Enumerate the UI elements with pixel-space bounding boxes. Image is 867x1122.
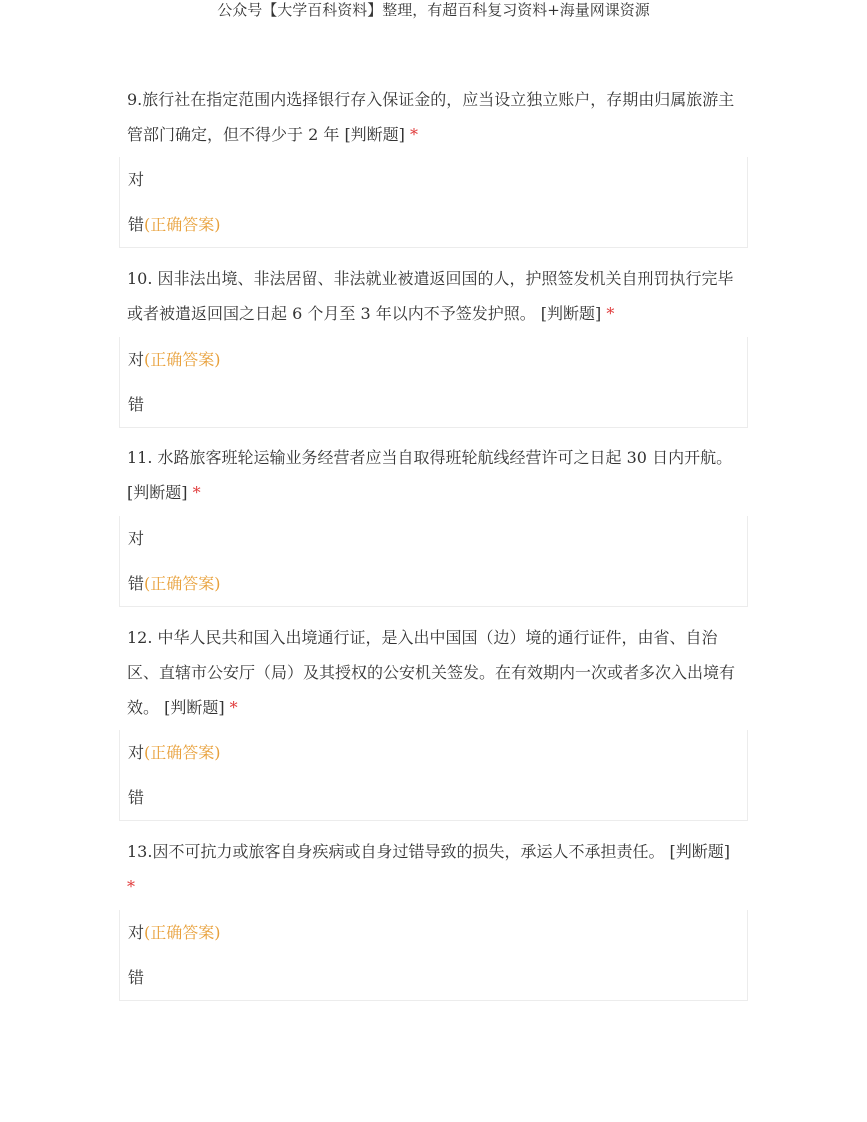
question-text: 9.旅行社在指定范围内选择银行存入保证金的，应当设立独立账户，存期由归属旅游主管部门确定，但不得少于 2 年 [判断题] [127,90,735,144]
question-text: 10. 因非法出境、非法居留、非法就业被遣返回国的人，护照签发机关自刑罚执行完毕或者被遣返回国之日起 6 个月至 3 年以内不予签发护照。 [判断题] [127,269,734,323]
options-10 [119,337,748,428]
correct-answer-tag: (正确答案) [144,574,221,593]
question-11 [127,440,742,510]
option-true[interactable]: 对(正确答案) [128,743,221,762]
correct-answer-tag: (正确答案) [144,215,221,234]
required-mark: * [410,125,419,144]
option-true[interactable]: 对 [128,170,145,189]
question-9 [127,82,742,152]
correct-answer-tag: (正确答案) [144,923,221,942]
required-mark: * [229,698,238,717]
option-true[interactable]: 对(正确答案) [128,923,221,942]
options-13 [119,910,748,1001]
options-11 [119,516,748,607]
option-false[interactable]: 错 [128,788,145,807]
options-9 [119,157,748,248]
option-true[interactable]: 对 [128,529,145,548]
option-false[interactable]: 错(正确答案) [128,574,221,593]
question-text: 11. 水路旅客班轮运输业务经营者应当自取得班轮航线经营许可之日起 30 日内开航。 [判断题] [127,448,733,502]
question-12 [127,620,742,725]
option-false[interactable]: 错 [128,395,145,414]
page-header: 公众号【大学百科资料】整理，有超百科复习资料+海量网课资源 [217,1,650,19]
options-12 [119,730,748,821]
required-mark: * [127,877,135,896]
question-13 [127,834,742,904]
required-mark: * [192,483,201,502]
correct-answer-tag: (正确答案) [144,743,221,762]
option-false[interactable]: 错 [128,968,145,987]
question-text: 12. 中华人民共和国入出境通行证，是入出中国国（边）境的通行证件，由省、自治区、直辖市公安厅（局）及其授权的公安机关签发。在有效期内一次或者多次入出境有效。 [判断题] [127,628,736,717]
required-mark: * [606,304,615,323]
question-text: 13.因不可抗力或旅客自身疾病或自身过错导致的损失，承运人不承担责任。 [判断题] [127,842,731,861]
correct-answer-tag: (正确答案) [144,350,221,369]
question-10 [127,261,742,331]
option-true[interactable]: 对(正确答案) [128,350,221,369]
option-false[interactable]: 错(正确答案) [128,215,221,234]
